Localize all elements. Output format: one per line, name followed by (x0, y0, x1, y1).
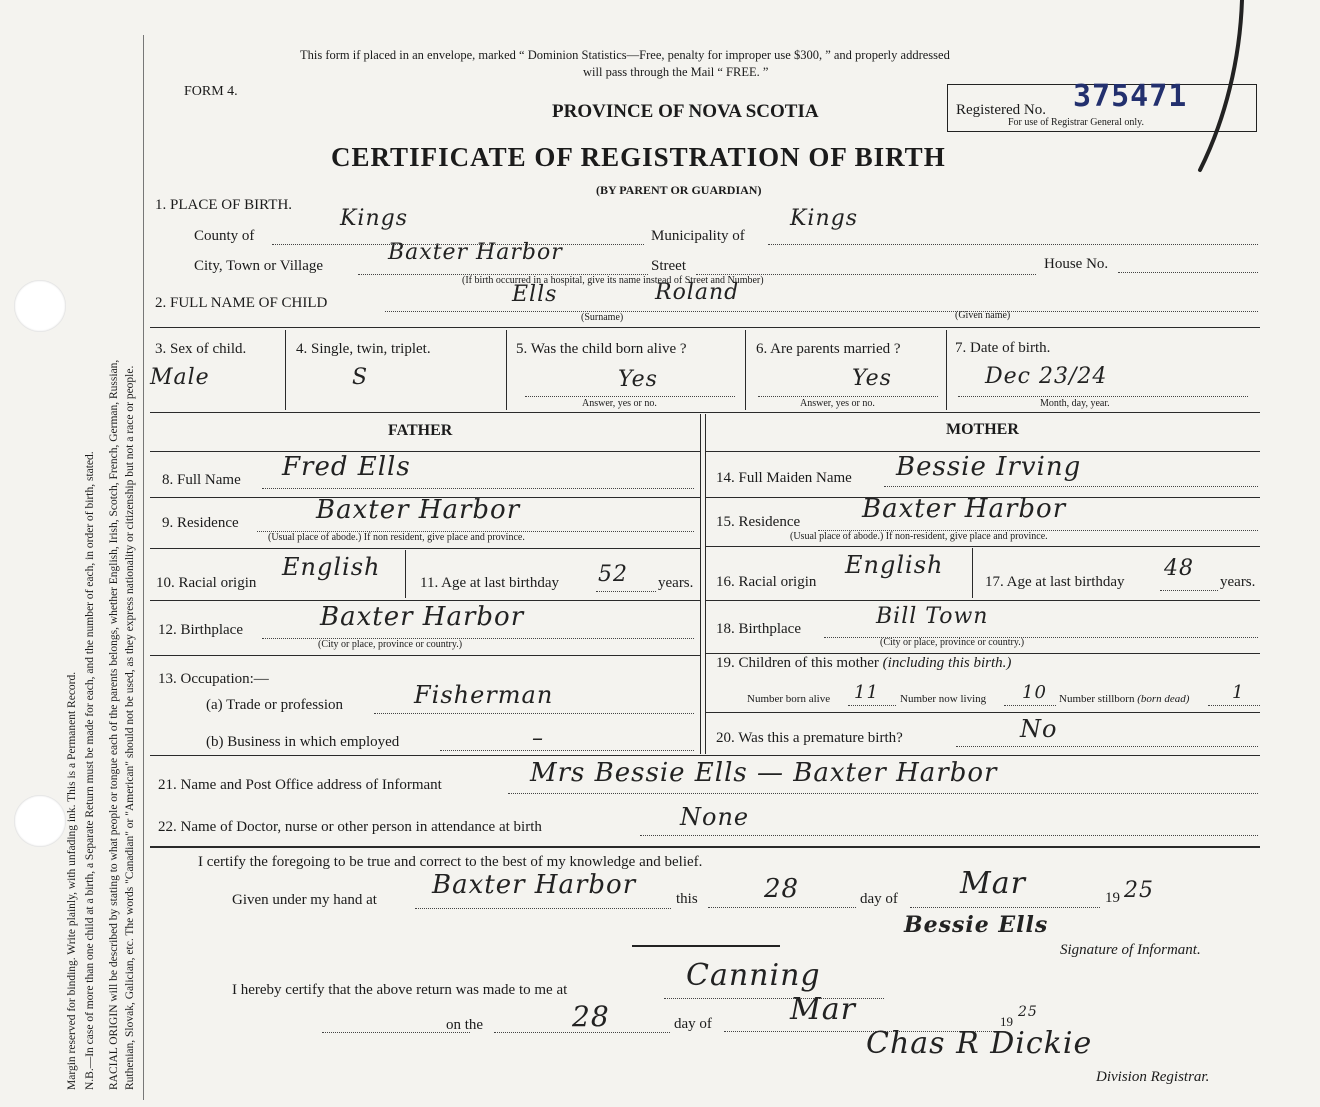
mother-row-rule-4 (705, 653, 1260, 654)
given-at-line (415, 908, 671, 909)
city-label: City, Town or Village (194, 258, 324, 274)
given-at-place: Baxter Harbor (432, 870, 637, 900)
pen-mark-stroke (1170, 0, 1250, 180)
registrar-month: Mar (790, 992, 856, 1027)
mother-row-rule-3 (705, 600, 1260, 601)
signature-stroke (632, 945, 780, 947)
informant-value: Mrs Bessie Ells — Baxter Harbor (530, 758, 998, 788)
father-age-value: 52 (598, 562, 628, 587)
born-alive-line (525, 396, 735, 397)
born-alive-value: Yes (618, 367, 658, 392)
attendant-line (640, 835, 1258, 836)
father-row-rule-3 (150, 600, 700, 601)
division-registrar-label: Division Registrar. (1096, 1069, 1210, 1085)
house-number-label: House No. (1044, 256, 1109, 272)
stillborn-line (1208, 705, 1260, 706)
father-name-label: 8. Full Name (162, 472, 241, 488)
mother-racial-origin-value: English (845, 551, 944, 579)
registered-number: 375471 (1073, 79, 1188, 114)
certificate-title: CERTIFICATE OF REGISTRATION OF BIRTH (331, 142, 946, 172)
margin-note-multiple-births: N.B.—In case of more than one child at a birth, a Separate Return must be made for each, and the number of each, in order of birth, stated. (84, 451, 96, 1090)
margin-note-binding: Margin reserved for binding. Write plainly, with unfading ink. This is a Permanent Record. (66, 671, 78, 1090)
parents-center-divider-2 (705, 414, 706, 754)
mother-name-label: 14. Full Maiden Name (716, 470, 852, 486)
house-number-line (1118, 272, 1258, 273)
county-value: Kings (340, 206, 409, 231)
plurality-value: S (352, 365, 369, 390)
form-number: FORM 4. (184, 84, 238, 99)
now-living-line (1004, 705, 1056, 706)
municipality-line (768, 244, 1258, 245)
postal-notice-2: will pass through the Mail “ FREE. ” (583, 65, 769, 79)
mother-race-age-divider (972, 548, 973, 598)
informant-signature: Bessie Ells (904, 912, 1049, 938)
mother-age-label: 17. Age at last birthday (985, 574, 1125, 590)
registrar-day: 28 (572, 1000, 610, 1033)
stillborn-count: 1 (1232, 682, 1245, 703)
row3-top-rule (150, 327, 1260, 328)
stillborn-label: Number stillborn (born dead) (1059, 693, 1190, 705)
mother-heading: MOTHER (946, 421, 1019, 438)
certify-day-line (708, 907, 856, 908)
registrar-place: Canning (686, 958, 821, 993)
father-racial-origin-value: English (282, 553, 381, 581)
mother-age-years: years. (1220, 574, 1256, 590)
parents-bottom-rule (150, 755, 1260, 756)
business-line (440, 750, 694, 751)
father-residence-label: 9. Residence (162, 515, 239, 531)
sex-value: Male (150, 365, 210, 390)
mother-residence-note: (Usual place of abode.) If non-resident, give place and province. (790, 531, 1048, 542)
born-alive-count-line (848, 705, 896, 706)
registrar-only-note: For use of Registrar General only. (1008, 117, 1144, 128)
father-name-value: Fred Ells (282, 452, 411, 482)
mother-name-value: Bessie Irving (896, 452, 1082, 482)
row3-divider-1 (285, 330, 286, 410)
certify-statement: I certify the foregoing to be true and correct to the best of my knowledge and belief. (198, 854, 703, 870)
informant-label: 21. Name and Post Office address of Informant (158, 777, 442, 793)
child-name-label: 2. FULL NAME OF CHILD (155, 295, 328, 311)
occupation-label: 13. Occupation:— (158, 671, 269, 687)
mother-birthplace-note: (City or place, province or country.) (880, 637, 1025, 648)
registrar-year: 25 (1018, 1004, 1038, 1020)
father-age-label: 11. Age at last birthday (420, 575, 559, 591)
father-race-age-divider (405, 550, 406, 598)
municipality-value: Kings (790, 206, 859, 231)
postal-notice-1: This form if placed in an envelope, marked “ Dominion Statistics—Free, penalty for improper use $300, ” and properly addressed (300, 48, 950, 62)
mother-racial-origin-label: 16. Racial origin (716, 574, 817, 590)
children-of-mother-label: 19. Children of this mother (including this birth.) (716, 655, 1012, 671)
parents-married-note: Answer, yes or no. (800, 398, 875, 409)
date-of-birth-label: 7. Date of birth. (955, 340, 1051, 356)
informant-signature-label: Signature of Informant. (1060, 942, 1201, 958)
father-row-rule-2 (150, 548, 700, 549)
row3-divider-4 (946, 330, 947, 410)
certify-day: 28 (764, 874, 800, 904)
row3-bottom-rule (150, 412, 1260, 413)
father-heading: FATHER (388, 422, 453, 439)
surname-note: (Surname) (581, 312, 624, 323)
now-living-label: Number now living (900, 693, 987, 705)
father-age-years: years. (658, 575, 694, 591)
premature-value: No (1020, 715, 1058, 743)
born-alive-count: 11 (854, 682, 879, 703)
registrar-day-of-label: day of (674, 1016, 712, 1032)
certify-month-line (910, 907, 1100, 908)
certify-this-label: this (676, 891, 698, 907)
mother-birthplace-label: 18. Birthplace (716, 621, 801, 637)
date-of-birth-value: Dec 23/24 (985, 364, 1108, 389)
registrar-signature: Chas R Dickie (866, 1026, 1093, 1061)
date-of-birth-line (958, 396, 1248, 397)
child-surname: Ells (512, 282, 558, 307)
given-name-note: (Given name) (955, 310, 1011, 321)
father-row-rule-4 (150, 655, 700, 656)
mother-residence-value: Baxter Harbor (862, 494, 1067, 524)
punch-hole-bottom (14, 795, 66, 847)
street-note: (If birth occurred in a hospital, give its name instead of Street and Number) (462, 275, 764, 286)
parents-heading-rule-left (150, 451, 700, 452)
certify-year: 25 (1124, 878, 1154, 903)
mother-row-rule-5 (705, 712, 1260, 713)
date-of-birth-note: Month, day, year. (1040, 398, 1110, 409)
certify-day-of-label: day of (860, 891, 898, 907)
mother-age-value: 48 (1164, 556, 1194, 581)
father-age-line (596, 591, 656, 592)
father-name-line (262, 488, 694, 489)
parents-married-value: Yes (852, 366, 892, 391)
trade-value: Fisherman (414, 681, 554, 709)
certify-year-prefix: 19 (1105, 890, 1120, 906)
punch-hole-top (14, 280, 66, 332)
attendant-label: 22. Name of Doctor, nurse or other person in attendance at birth (158, 819, 542, 835)
born-alive-label: 5. Was the child born alive ? (516, 341, 687, 357)
business-label: (b) Business in which employed (206, 734, 400, 750)
mother-name-line (884, 486, 1258, 487)
registrar-statement: I hereby certify that the above return was made to me at (232, 982, 568, 998)
certify-month: Mar (960, 866, 1026, 901)
premature-label: 20. Was this a premature birth? (716, 730, 903, 746)
registrar-on-label: on the (446, 1017, 484, 1033)
informant-line (508, 793, 1258, 794)
street-label: Street (651, 258, 686, 274)
born-alive-note: Answer, yes or no. (582, 398, 657, 409)
place-of-birth-label: 1. PLACE OF BIRTH. (155, 197, 293, 213)
sex-label: 3. Sex of child. (155, 341, 247, 357)
father-birthplace-label: 12. Birthplace (158, 622, 243, 638)
municipality-label: Municipality of (651, 228, 745, 244)
city-value: Baxter Harbor (388, 240, 563, 265)
father-birthplace-note: (City or place, province or country.) (318, 639, 463, 650)
mother-residence-label: 15. Residence (716, 514, 801, 530)
father-residence-value: Baxter Harbor (316, 495, 521, 525)
father-birthplace-value: Baxter Harbor (320, 602, 525, 632)
child-given-name: Roland (655, 280, 740, 305)
province-heading: PROVINCE OF NOVA SCOTIA (552, 101, 819, 122)
informant-section-rule (150, 846, 1260, 848)
business-dash: – (532, 726, 544, 751)
born-alive-count-label: Number born alive (747, 693, 831, 705)
plurality-label: 4. Single, twin, triplet. (296, 341, 431, 357)
now-living-count: 10 (1022, 682, 1047, 703)
parents-center-divider-1 (700, 414, 701, 754)
certificate-subtitle: (BY PARENT OR GUARDIAN) (596, 183, 762, 197)
premature-line (956, 746, 1258, 747)
parents-married-line (758, 396, 938, 397)
attendant-value: None (680, 803, 750, 831)
father-residence-note: (Usual place of abode.) If non resident, give place and province. (268, 532, 525, 543)
mother-age-line (1160, 590, 1218, 591)
parents-married-label: 6. Are parents married ? (756, 341, 901, 357)
child-name-line (385, 311, 1258, 312)
row3-divider-3 (745, 330, 746, 410)
margin-note-racial-origin-2: Ruthenian, Slovak, Galician, etc. The words "Canadian" or "American" should not be used, as they express nationality or citizenship but not a race or people. (124, 365, 136, 1090)
given-at-label: Given under my hand at (232, 892, 377, 908)
margin-rule (143, 35, 144, 1100)
row3-divider-2 (506, 330, 507, 410)
margin-note-racial-origin-1: RACIAL ORIGIN will be described by stating to what people or tongue each of the parents belongs, whether English, Irish, Scotch, French, German, Russian, (108, 359, 120, 1090)
trade-label: (a) Trade or profession (206, 697, 344, 713)
county-label: County of (194, 228, 255, 244)
registrar-year-prefix: 19 (1000, 1014, 1013, 1029)
trade-line (374, 713, 694, 714)
father-racial-origin-label: 10. Racial origin (156, 575, 257, 591)
mother-row-rule-2 (705, 546, 1260, 547)
registered-label: Registered No. (956, 102, 1046, 118)
mother-birthplace-value: Bill Town (876, 604, 989, 629)
